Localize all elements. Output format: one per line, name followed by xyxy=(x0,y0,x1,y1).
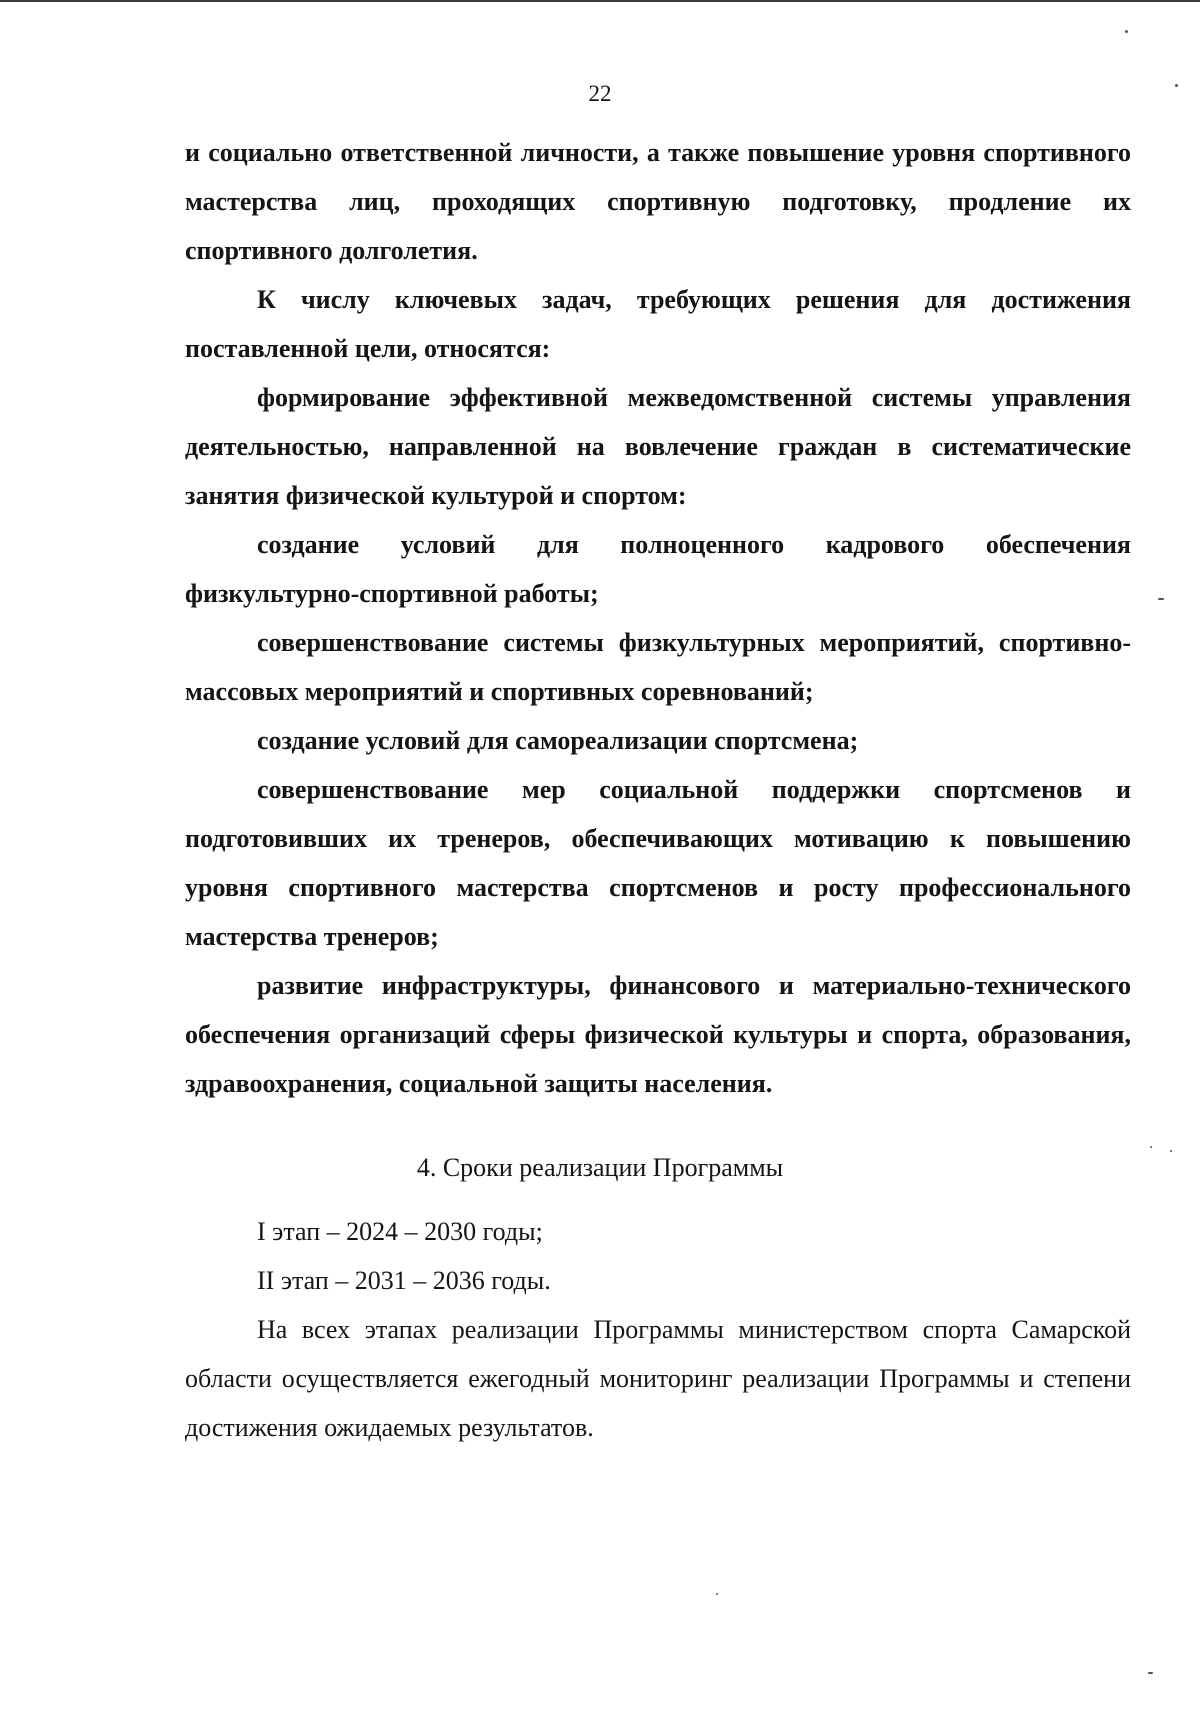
paragraph-task-3: совершенствование системы физкультурных мероприятий, спортивно-массовых мероприятий и спортивных соревнований; xyxy=(185,628,1131,706)
paragraph-task-6: развитие инфраструктуры, финансового и материально-технического обеспечения организаций сферы физической культуры и спорта, образования, здравоохранения, социальной защиты населения. xyxy=(185,971,1131,1098)
section-body xyxy=(185,1207,1131,1452)
paragraph-task-4: создание условий для самореализации спортсмена; xyxy=(257,726,859,755)
section-heading: 4. Сроки реализации Программы xyxy=(416,1153,784,1182)
scan-speck xyxy=(1175,84,1178,87)
stage-2-line: II этап – 2031 – 2036 годы. xyxy=(257,1266,551,1295)
stage-1-line: I этап – 2024 – 2030 годы; xyxy=(257,1217,543,1246)
body-text xyxy=(185,128,1131,1108)
scan-speck xyxy=(1158,598,1164,600)
scan-speck xyxy=(1148,1672,1153,1674)
scan-speck xyxy=(716,1593,718,1595)
page-number: 22 xyxy=(588,81,612,106)
paragraph-continuation: и социально ответственной личности, а также повышение уровня спортивного мастерства лиц, проходящих спортивную подготовку, продление их спортивного долголетия. xyxy=(185,138,1131,265)
scan-speck xyxy=(1150,1146,1152,1148)
paragraph-task-1: формирование эффективной межведомственной системы управления деятельностью, направленной на вовлечение граждан в систематические занятия физической культурой и спортом: xyxy=(185,383,1131,510)
paragraph-monitoring: На всех этапах реализации Программы министерством спорта Самарской области осуществляется ежегодный мониторинг реализации Программы и степени достижения ожидаемых результатов. xyxy=(185,1315,1131,1442)
scan-speck xyxy=(1170,1150,1172,1152)
scan-speck xyxy=(1125,30,1128,33)
scan-border xyxy=(0,0,1200,2)
paragraph-task-5: совершенствование мер социальной поддержки спортсменов и подготовивших их тренеров, обеспечивающих мотивацию к повышению уровня спортивного мастерства спортсменов и росту профессионального мастерства тренеров; xyxy=(185,775,1131,951)
paragraph-key-tasks-intro: К числу ключевых задач, требующих решения для достижения поставленной цели, относятся: xyxy=(185,285,1131,363)
paragraph-task-2: создание условий для полноценного кадрового обеспечения физкультурно-спортивной работы; xyxy=(185,530,1131,608)
